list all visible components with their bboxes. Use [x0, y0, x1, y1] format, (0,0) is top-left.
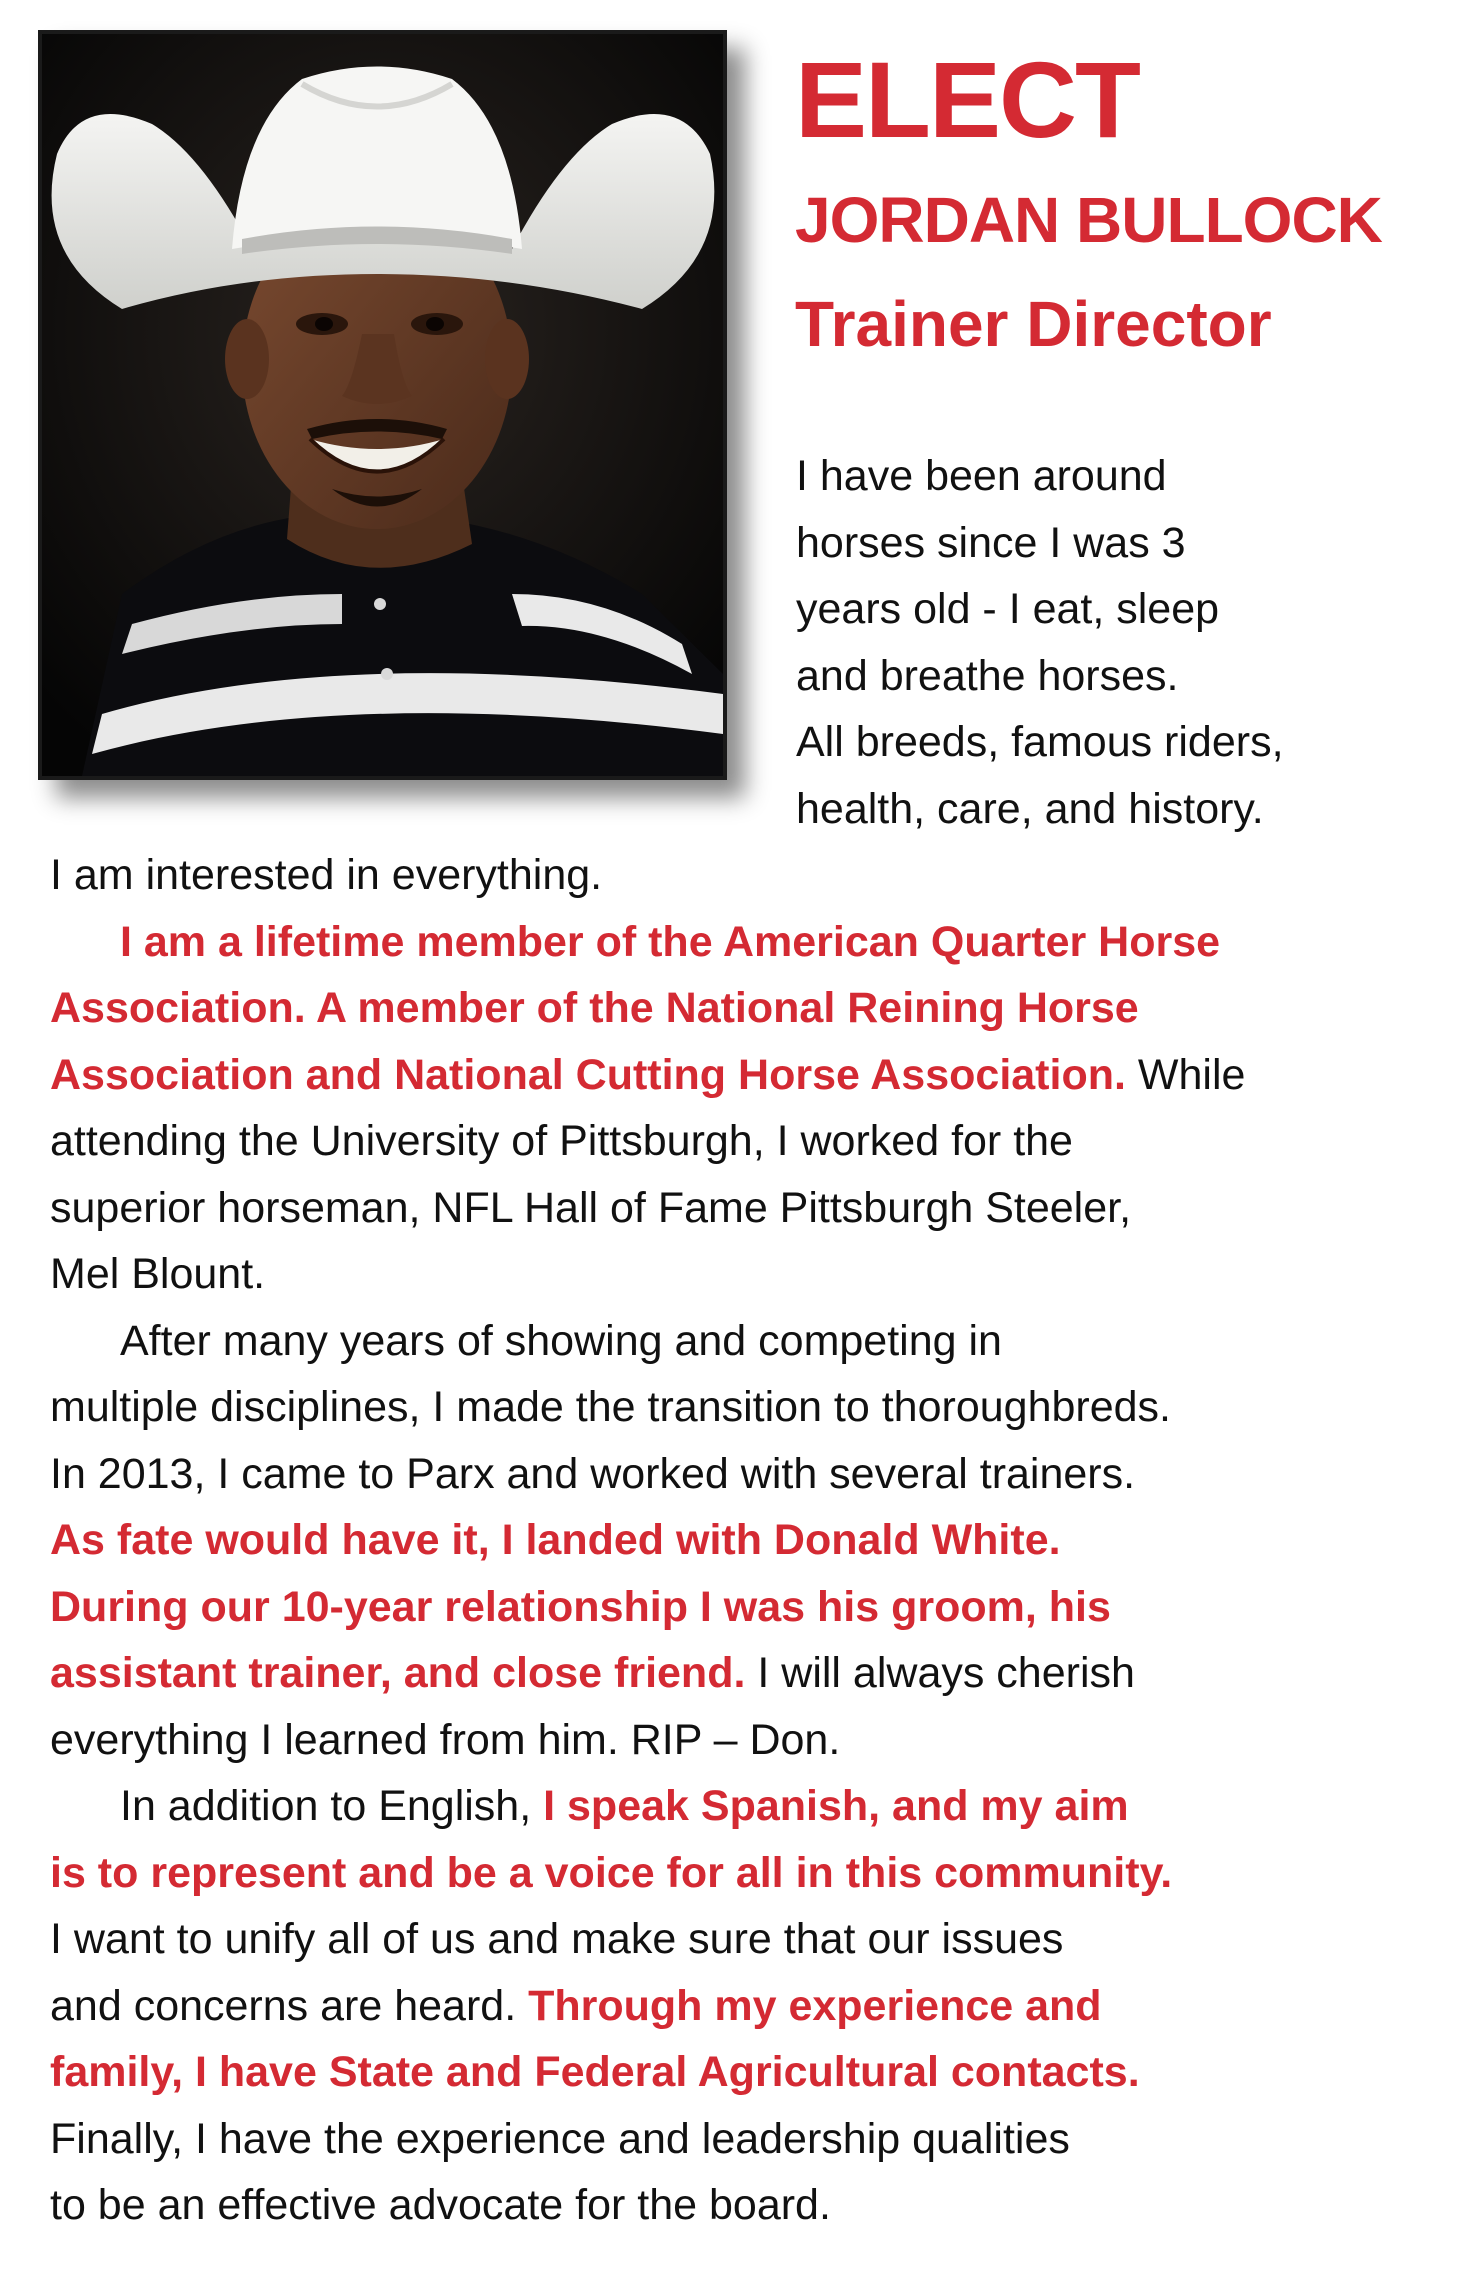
- highlight-text: During our 10-year relationship I was his groom, his: [50, 1582, 1111, 1631]
- intro-line: health, care, and history.: [796, 784, 1264, 833]
- body-line: [50, 1840, 1440, 1907]
- highlight-text: I am a lifetime member of the American Quarter Horse: [120, 917, 1221, 966]
- body-line: and concerns are heard. Through my experience and: [50, 1981, 1102, 2030]
- intro-line: I have been around: [796, 452, 1167, 500]
- intro-line: horses since I was 3: [796, 518, 1186, 567]
- body-line: Mel Blount.: [50, 1250, 266, 1298]
- body-line: [50, 1507, 1440, 1574]
- highlight-text: Association. A member of the National Reining Horse: [50, 984, 1139, 1032]
- candidate-role: Trainer Director: [795, 288, 1272, 360]
- body-line: [50, 1574, 1440, 1641]
- highlight-text: I speak Spanish, and my aim: [543, 1782, 1129, 1830]
- body-line: I want to unify all of us and make sure that our issues: [50, 1915, 1064, 1963]
- body-line: In 2013, I came to Parx and worked with several trainers.: [50, 1449, 1136, 1498]
- candidate-name: JORDAN BULLOCK: [795, 184, 1382, 256]
- highlight-text: assistant trainer, and close friend.: [50, 1649, 746, 1697]
- biography-body: [50, 842, 1440, 2239]
- intro-line: All breeds, famous riders,: [796, 718, 1284, 766]
- body-line: superior horseman, NFL Hall of Fame Pittsburgh Steeler,: [50, 1183, 1132, 1232]
- body-line: Finally, I have the experience and leadership qualities: [50, 2114, 1070, 2163]
- body-line: [50, 2039, 1440, 2106]
- body-line: [50, 975, 1440, 1042]
- candidate-portrait-illustration: [42, 34, 723, 776]
- body-line: everything I learned from him. RIP – Don.: [50, 1715, 841, 1764]
- body-line: Association and National Cutting Horse Association. While: [50, 1050, 1246, 1099]
- body-line: In addition to English, I speak Spanish, and my aim: [120, 1782, 1129, 1830]
- intro-line: and breathe horses.: [796, 651, 1179, 700]
- highlight-text: family, I have State and Federal Agricultural contacts.: [50, 2048, 1140, 2096]
- body-line: to be an effective advocate for the board.: [50, 2181, 831, 2229]
- body-line: After many years of showing and competing in: [120, 1316, 1002, 1365]
- body-line: multiple disciplines, I made the transition to thoroughbreds.: [50, 1383, 1172, 1431]
- candidate-photo: [38, 30, 727, 780]
- highlight-text: Through my experience and: [528, 1981, 1102, 2030]
- highlight-text: As fate would have it, I landed with Donald White.: [50, 1516, 1061, 1564]
- body-line: assistant trainer, and close friend. I will always cherish: [50, 1649, 1135, 1697]
- body-line: I am interested in everything.: [50, 851, 603, 899]
- intro-paragraph: [796, 443, 1436, 842]
- highlight-text: Association and National Cutting Horse Association.: [50, 1050, 1126, 1099]
- intro-line: years old - I eat, sleep: [796, 585, 1220, 633]
- highlight-text: is to represent and be a voice for all in this community.: [50, 1848, 1173, 1897]
- body-line: attending the University of Pittsburgh, I worked for the: [50, 1117, 1073, 1165]
- body-line: [50, 909, 1440, 976]
- elect-heading: ELECT: [795, 39, 1140, 160]
- campaign-header: [795, 40, 1435, 364]
